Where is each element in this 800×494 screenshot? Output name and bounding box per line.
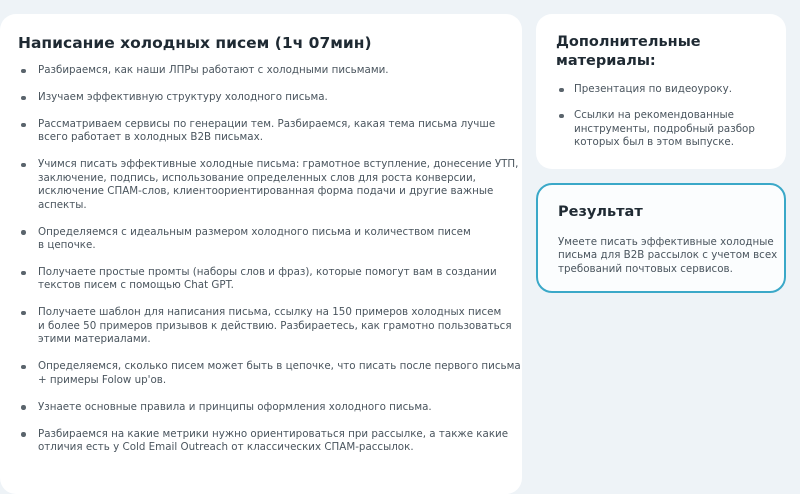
list-item xyxy=(18,158,522,212)
list-item xyxy=(18,226,522,253)
list-item xyxy=(556,83,786,96)
list-item xyxy=(18,91,522,104)
result-title: Результат xyxy=(558,204,643,220)
list-item-text: Разбираемся на какие метрики нужно ориентироваться при рассылке, а также какие отличия есть у Cold Email Outreach от классических СПАМ-рассылок. xyxy=(38,427,509,454)
bullet-icon xyxy=(21,163,26,168)
bullet-icon xyxy=(21,230,26,235)
list-item-text: Узнаете основные правила и принципы оформления холодного письма. xyxy=(38,400,432,413)
list-item-text: Рассматриваем сервисы по генерации тем. Разбираемся, какая тема письма лучше всего работает в холодных B2B письмах. xyxy=(38,118,496,144)
list-item-text: Определяемся с идеальным размером холодного письма и количеством писем в цепочке. xyxy=(38,225,471,252)
list-item-text: Учимся писать эффективные холодные письма: грамотное вступление, донесение УТП, заключение, подпись, использование определенных слов для роста конверсии, исключение СПАМ-слов, клиентоориентированная форма подачи и другие важные аспекты. xyxy=(38,158,519,211)
bullet-icon xyxy=(21,432,26,437)
extra-materials-title: Дополнительные материалы: xyxy=(556,34,701,69)
list-item-text: Ссылки на рекомендованные инструменты, подробный разбор которых был в этом выпуске. xyxy=(574,109,755,149)
list-item xyxy=(556,109,786,149)
bullet-icon xyxy=(21,96,26,101)
list-item xyxy=(18,118,522,145)
bullet-icon xyxy=(21,365,26,370)
extra-materials-card xyxy=(536,14,786,169)
bullet-icon xyxy=(21,69,26,74)
result-text: Умеете писать эффективные холодные письма для B2B рассылок с учетом всех требований почтовых сервисов. xyxy=(558,236,778,275)
list-item xyxy=(18,401,522,414)
list-item xyxy=(18,266,522,293)
lesson-card xyxy=(0,14,522,494)
bullet-icon xyxy=(21,271,26,276)
extra-materials-list xyxy=(556,83,786,150)
list-item-text: Разбираемся, как наши ЛПРы работают с холодными письмами. xyxy=(38,64,389,76)
lesson-topics-list xyxy=(18,64,522,454)
list-item-text: Получаете шаблон для написания письма, ссылку на 150 примеров холодных писем и более 50 примеров призывов к действию. Разбираетесь, как грамотно пользоваться этими материалами. xyxy=(38,306,512,346)
lesson-title: Написание холодных писем (1ч 07мин) xyxy=(18,34,372,52)
list-item xyxy=(18,428,522,455)
list-item-text: Изучаем эффективную структуру холодного письма. xyxy=(38,91,328,103)
bullet-icon xyxy=(21,405,26,410)
list-item-text: Определяемся, сколько писем может быть в цепочке, что писать после первого письма + примеры Folow up'ов. xyxy=(38,360,521,386)
bullet-icon xyxy=(559,88,564,93)
list-item-text: Презентация по видеоуроку. xyxy=(574,83,732,95)
bullet-icon xyxy=(559,114,564,119)
result-card xyxy=(536,183,786,293)
list-item xyxy=(18,64,522,77)
list-item xyxy=(18,360,522,387)
list-item-text: Получаете простые промты (наборы слов и фраз), которые помогут вам в создании текстов писем с помощью Chat GPT. xyxy=(38,266,497,292)
bullet-icon xyxy=(21,123,26,128)
bullet-icon xyxy=(21,311,26,316)
list-item xyxy=(18,306,522,346)
